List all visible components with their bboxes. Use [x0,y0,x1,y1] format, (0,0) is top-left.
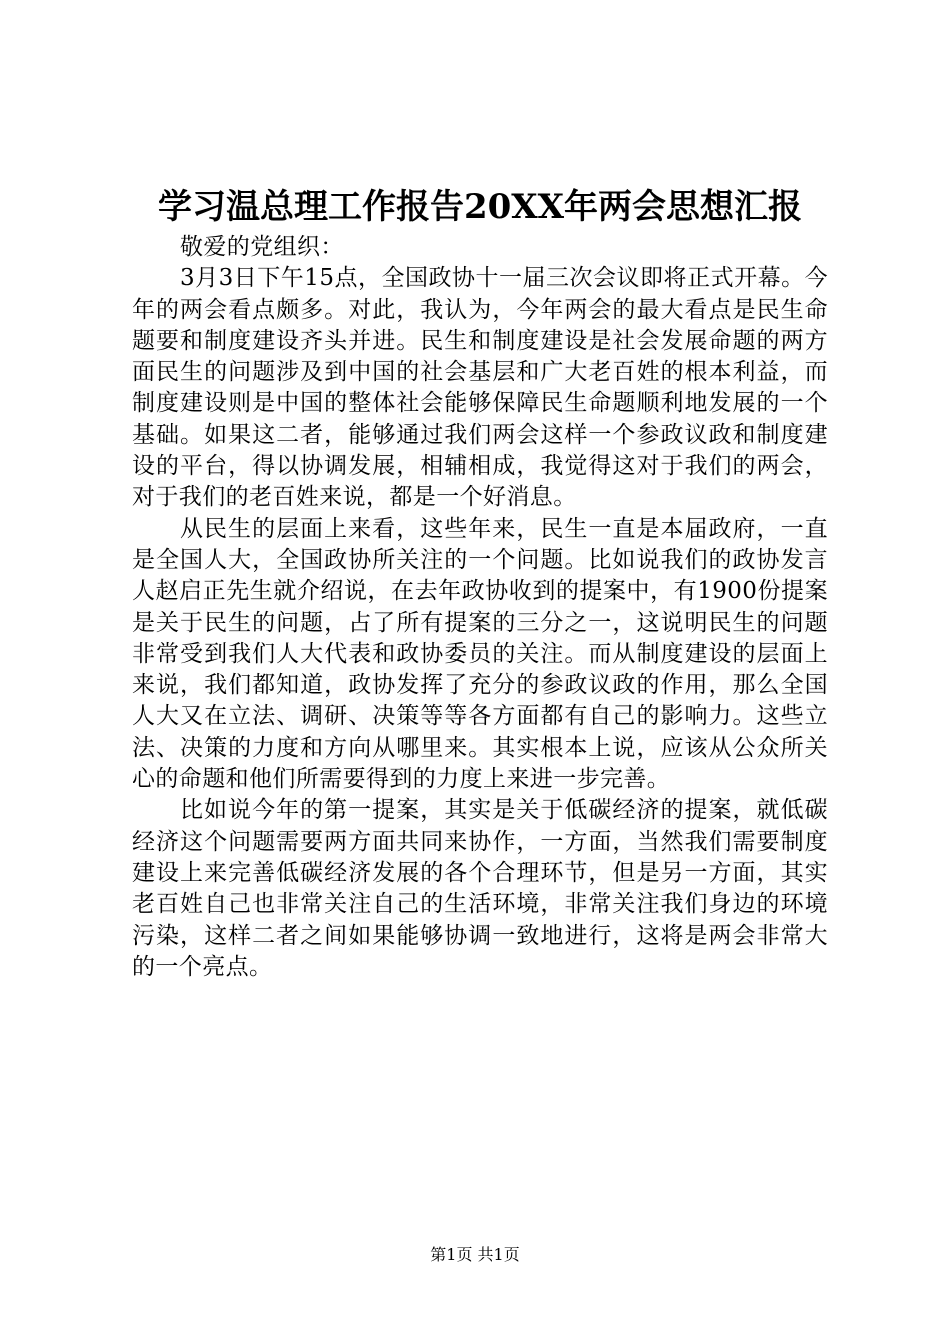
page-footer: 第1页 共1页 [430,1245,520,1264]
document-body [132,232,828,983]
paragraph-3: 比如说今年的第一提案，其实是关于低碳经济的提案，就低碳经济这个问题需要两方面共同来协作，一方面，当然我们需要制度建设上来完善低碳经济发展的各个合理环节，但是另一方面，其实老百姓自己也非常关注自己的生活环境，非常关注我们身边的环境污染，这样二者之间如果能够协调一致地进行，这将是两会非常大的一个亮点。 [132,797,828,980]
paragraph-1: 3月3日下午15点，全国政协十一届三次会议即将正式开幕。今年的两会看点颇多。对此，我认为，今年两会的最大看点是民生命题要和制度建设齐头并进。民生和制度建设是社会发展命题的两方面民生的问题涉及到中国的社会基层和广大老百姓的根本利益，而制度建设则是中国的整体社会能够保障民生命题顺利地发展的一个基础。如果这二者，能够通过我们两会这样一个参政议政和制度建设的平台，得以协调发展，相辅相成，我觉得这对于我们的两会，对于我们的老百姓来说，都是一个好消息。 [132,265,828,511]
document-title: 学习温总理工作报告20XX年两会思想汇报 [157,187,803,227]
paragraph-2: 从民生的层面上来看，这些年来，民生一直是本届政府，一直是全国人大，全国政协所关注的一个问题。比如说我们的政协发言人赵启正先生就介绍说，在去年政协收到的提案中，有1900份提案是关于民生的问题，占了所有提案的三分之一，这说明民生的问题非常受到我们人大代表和政协委员的关注。而从制度建设的层面上来说，我们都知道，政协发挥了充分的参政议政的作用，那么全国人大又在立法、调研、决策等等各方面都有自己的影响力。这些立法、决策的力度和方向从哪里来。其实根本上说，应该从公众所关心的命题和他们所需要得到的力度上来进一步完善。 [132,515,828,793]
salutation: 敬爱的党组织： [180,234,344,260]
